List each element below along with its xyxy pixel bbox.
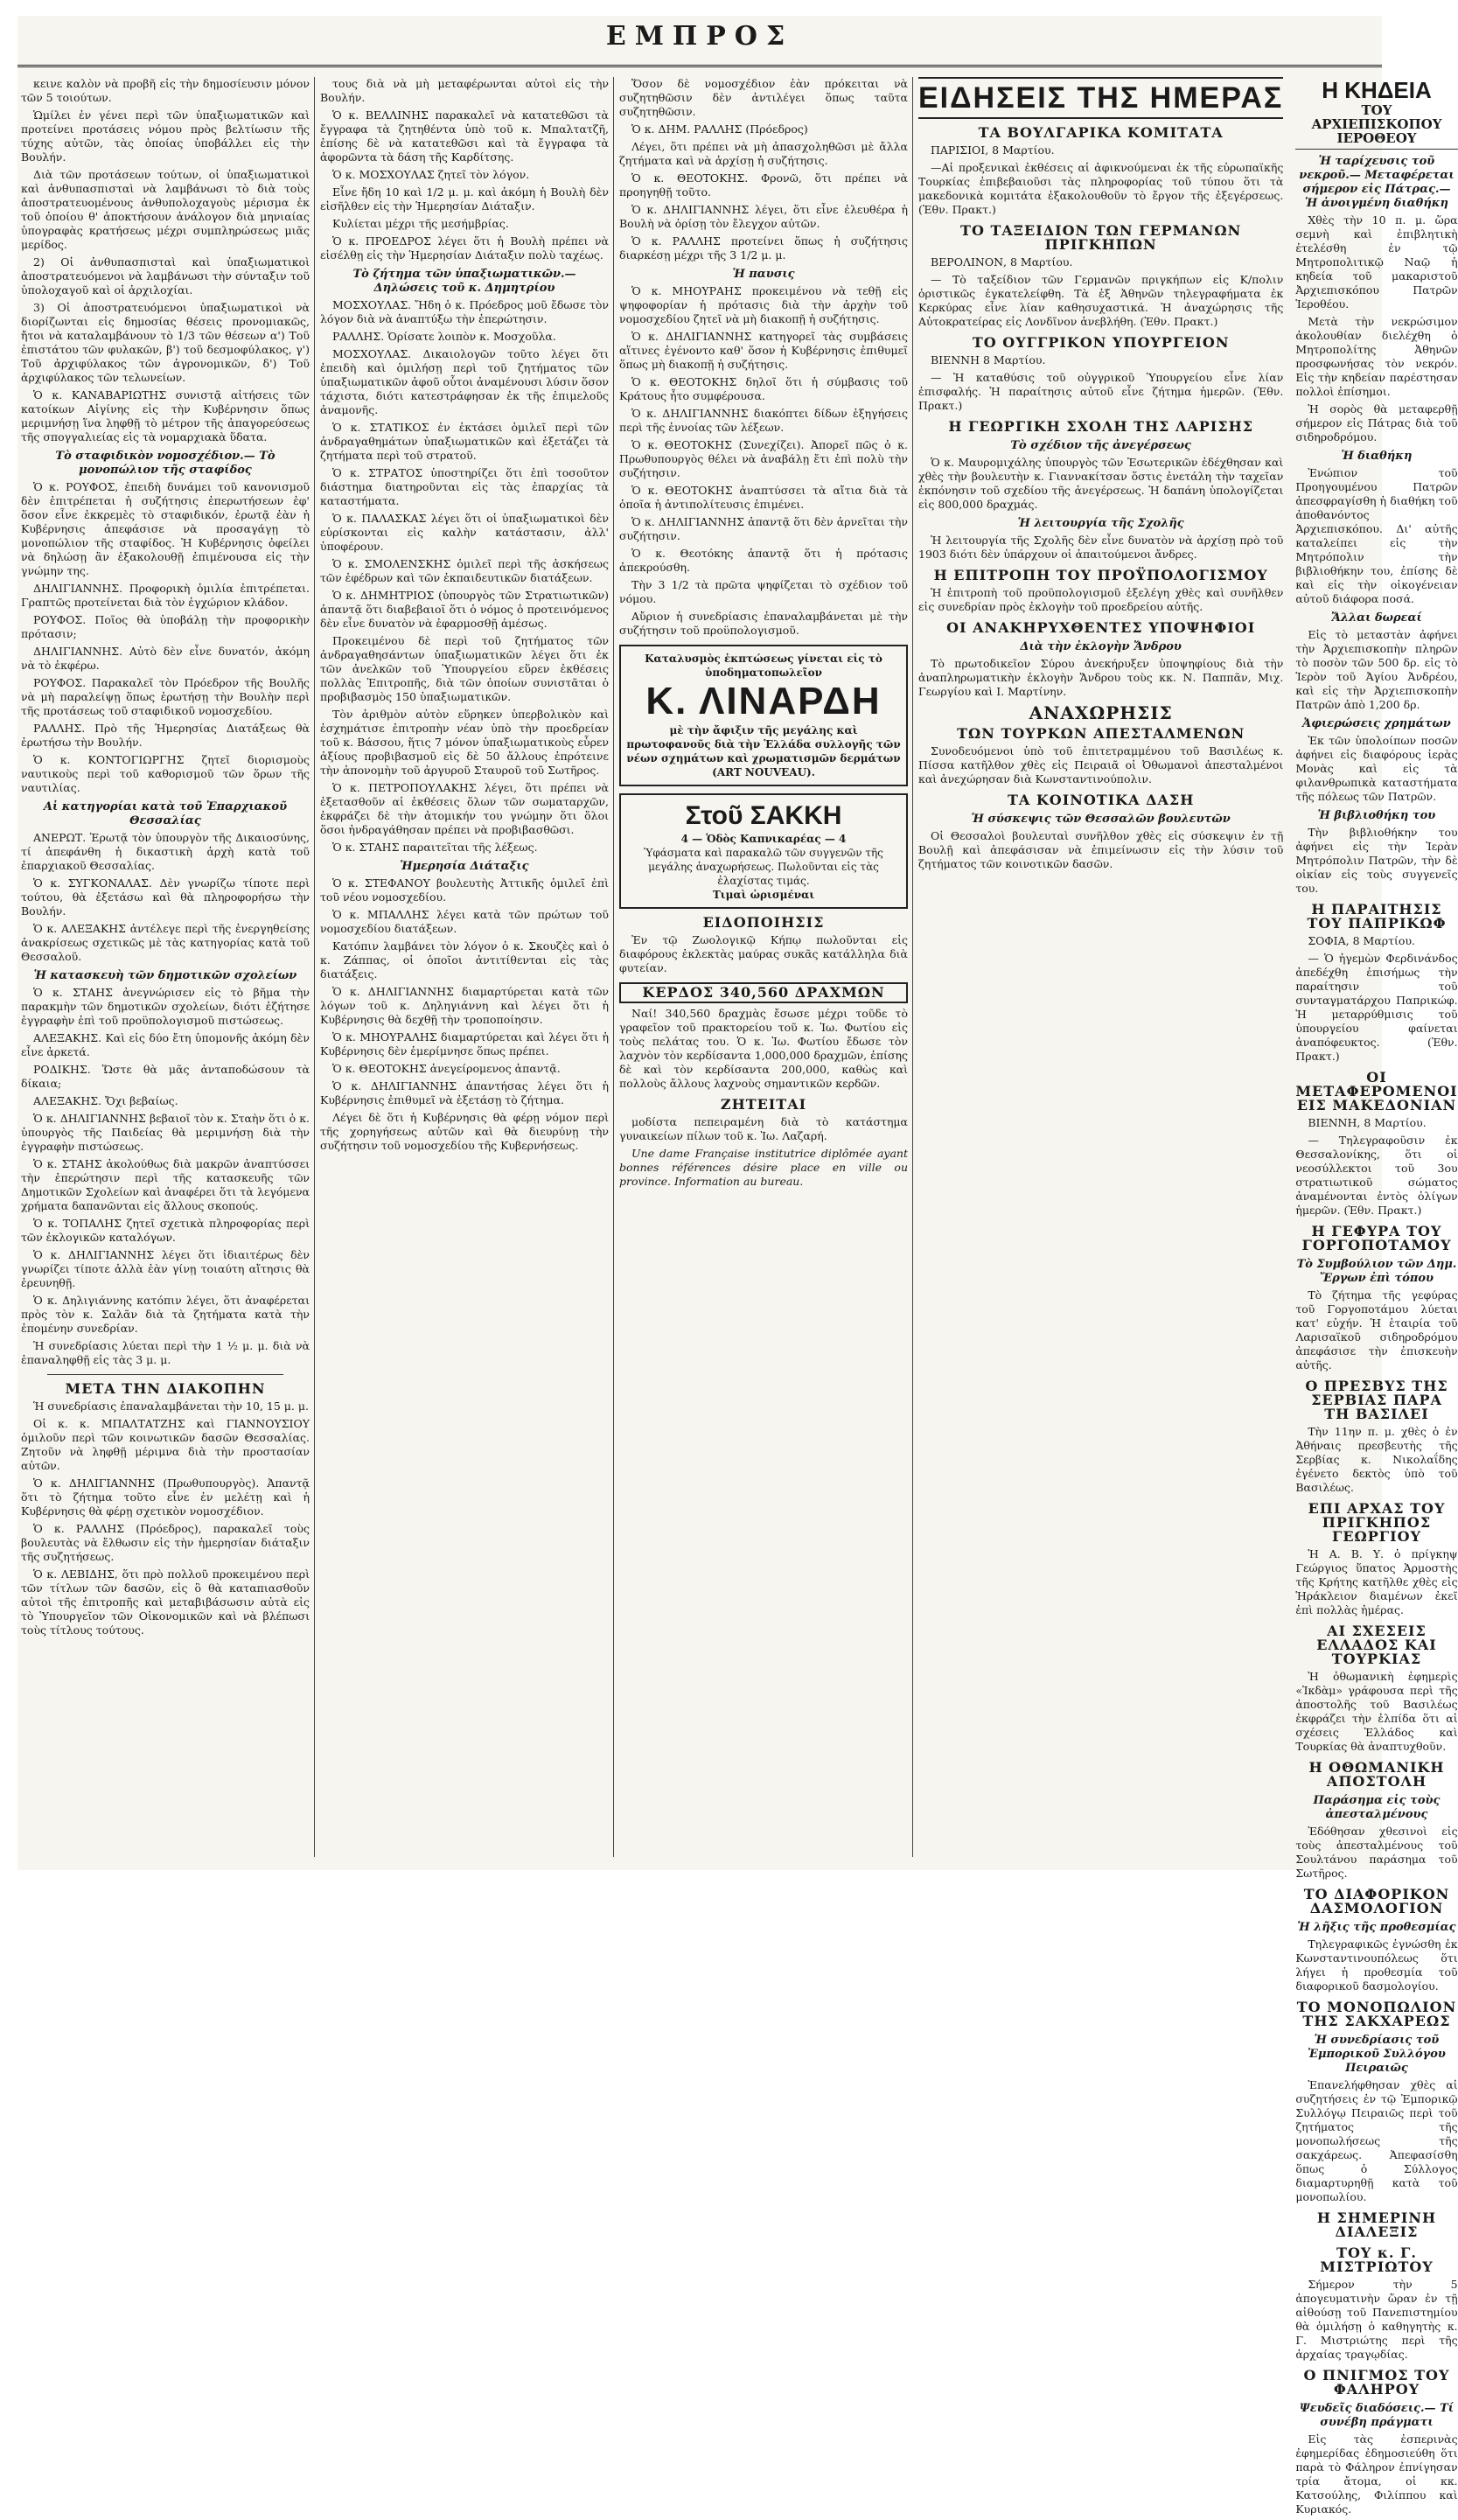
paragraph: Ὁ κ. ΣΤΑΤΙΚΟΣ ἐν ἐκτάσει ὁμιλεῖ περὶ τῶν ἀνδραγαθημάτων ὑπαξιωματικῶν καὶ ἐξετάζει τὰ ζητήματα περὶ τοῦ στρατοῦ. <box>320 421 609 462</box>
paragraph: Ὁ κ. Μαυρομιχάλης ὑπουργὸς τῶν Ἐσωτερικῶν ἐδέχθησαν καὶ χθὲς τὴν βουλευτὴν κ. Γιαννακίτσαν ὅστις ἐνετάλη τὴν ταχεῖαν ἐκπόνησιν τοῦ σχεδίου τῆς ἀνεγέρσεως. Ἡ δαπάνη ὑπολογίζεται εἰς 800,000 δραχμάς. <box>918 456 1284 511</box>
paragraph: Ἡ συνεδρίασις λύεται περὶ τὴν 1 ½ μ. μ. διὰ νὰ ἐπαναληφθῇ εἰς τὰς 3 μ. μ. <box>21 1339 310 1366</box>
paragraph: Ὁ κ. ΔΗΛΙΓΙΑΝΝΗΣ διακόπτει δίδων ἐξηγήσεις περὶ τῆς ἐννοίας τῶν λέξεων. <box>619 407 908 434</box>
dateline: ΒΕΡΟΛΙΝΟΝ, 8 Μαρτίου. <box>931 255 1073 269</box>
paragraph: κεινε καλὸν νὰ προβῆ εἰς τὴν δημοσίευσιν μόνον τῶν 5 τοιούτων. <box>21 77 310 104</box>
section-heading: ΤΟ ΔΙΑΦΟΡΙΚΟΝ ΔΑΣΜΟΛΟΓΙΟΝ <box>1303 1886 1450 1916</box>
wanted-heading: ΖΗΤΕΙΤΑΙ <box>720 1096 807 1113</box>
paragraph: Αὔριον ἡ συνεδρίασις ἐπαναλαμβάνεται μὲ τὴν συζήτησιν τοῦ προϋπολογισμοῦ. <box>619 610 908 637</box>
paragraph: Κατόπιν λαμβάνει τὸν λόγον ὁ κ. Σκουζὲς καὶ ὁ κ. Ζάππας, οἱ ὁποῖοι ἀντιτίθενται εἰς τὰς διατάξεις. <box>320 939 609 981</box>
news-left <box>918 77 1283 2520</box>
section-heading: Τὸ σταφιδικὸν νομοσχέδιον.— Τὸ μονοπώλιον τῆς σταφίδος <box>55 450 276 477</box>
dateline: ΣΟΦΙΑ, 8 Μαρτίου. <box>1308 934 1416 947</box>
sub-heading: Τὸ Συμβούλιον τῶν Δημ. Ἔργων ἐπὶ τόπου <box>1296 1258 1457 1285</box>
paragraph: Κυλίεται μέχρι τῆς μεσήμβρίας. <box>332 217 509 230</box>
paragraph: τους διὰ νὰ μὴ μεταφέρωνται αὐτοὶ εἰς τὴν Βουλήν. <box>320 77 609 104</box>
paragraph: Ὁ κ. ΜΠΑΛΛΗΣ λέγει κατὰ τῶν πρώτων τοῦ νομοσχεδίου διατάξεων. <box>320 908 609 935</box>
section-heading: Τὸ ζήτημα τῶν ὑπαξιωματικῶν.— Δηλώσεις τοῦ κ. Δημητρίου <box>352 268 576 295</box>
paragraph: Ὁ κ. ΣΤΑΗΣ ἀκολούθως διὰ μακρῶν ἀναπτύσσει τὴν ἐπερώτησιν περὶ τῆς κατασκευῆς τῶν Δημοτικῶν Σχολείων καὶ ἀναφέρει ὅτι τὰ λεγόμενα χρήματα δαπανῶνται εἰς ἄλλους σκοπούς. <box>21 1157 310 1212</box>
paragraph: Ὁ κ. ΚΟΝΤΟΓΙΩΡΓΗΣ ζητεῖ διορισμοὺς ναυτικοὺς περὶ τοῦ καθορισμοῦ τῶν ὅρων τῆς ναυτιλίας. <box>21 753 310 794</box>
paragraph: Ἡ λειτουργία τῆς Σχολῆς δὲν εἶνε δυνατὸν νὰ ἀρχίσῃ πρὸ τοῦ 1903 διότι δὲν ὑπάρχουν οἱ ἀπαιτούμενοι ἄνδρες. <box>918 534 1284 561</box>
column-1 <box>21 77 310 1857</box>
sub-heading: Ἡ σύσκεψις τῶν Θεσσαλῶν βουλευτῶν <box>971 813 1231 826</box>
section-heading: Ἡμερησία Διάταξις <box>400 860 529 873</box>
sub-heading: Ἡ βιβλιοθήκη του <box>1317 809 1436 822</box>
paragraph: —Αἱ προξενικαὶ ἐκθέσεις αἱ ἀφικνούμεναι ἐκ τῆς εὐρωπαϊκῆς Τουρκίας ἐπιβεβαιοῦσι τὰς πληροφορίας τοῦ τύπου ὅτι τὰ μακεδονικὰ κομιτάτα ἐξακολουθοῦν τὸ ἔργον τῆς ἐξεγέρσεως. (Ἐθν. Πρακτ.) <box>918 161 1284 216</box>
paragraph: Ὁ κ. ΠΑΛΑΣΚΑΣ λέγει ὅτι οἱ ὑπαξιωματικοὶ δὲν εὑρίσκονται εἰς καλὴν κατάστασιν, ἀλλ' ὑποφέρουν. <box>320 512 609 553</box>
paragraph: ΑΛΕΞΑΚΗΣ. Καὶ εἰς δύο ἔτη ὑπομονῆς ἀκόμη δὲν εἶνε ἀρκετά. <box>21 1031 310 1058</box>
paragraph: ΡΟΔΙΚΗΣ. Ὥστε θὰ μᾶς ἀνταποδώσουν τὰ δίκαια; <box>21 1063 310 1090</box>
paragraph: Τὴν 11ην π. μ. χθὲς ὁ ἐν Ἀθήναις πρεσβευτὴς τῆς Σερβίας κ. Νικολαΐδης ἐγένετο δεκτὸς ὑπὸ τοῦ Βασιλέως. <box>1295 1425 1458 1494</box>
paragraph: Ὁ κ. ΣΤΡΑΤΟΣ ὑποστηρίζει ὅτι ἐπὶ τοσοῦτον διάστημα διατηροῦνται εἰς τὰς ἐπαρχίας τὰ καταστήματα. <box>320 466 609 507</box>
paragraph: Ὁ κ. ΔΗΛΙΓΙΑΝΝΗΣ ἀπαντήσας λέγει ὅτι ἡ Κυβέρνησις ἐπιθυμεῖ νὰ ἐξετάσῃ τὸ ζήτημα. <box>320 1079 609 1106</box>
paragraph: Ὁ κ. Θεοτόκης ἀπαντᾷ ὅτι ἡ πρότασις ἀπεκρούσθη. <box>619 547 908 574</box>
paragraph: Διὰ τῶν προτάσεων τούτων, οἱ ὑπαξιωματικοὶ καὶ ἀνθυπασπισταὶ νὰ λαμβάνωσι τὸ διὰ τοὺς ἀποστρατευομένους ἀνθυπολοχαγοὺς μέρισμα ἐκ τοῦ ὁποίου θ' ἀποκτήσουν ἀνάλογον διὰ μηνιαίας ὑπογραφὰς κρατήσεως μέχρι συμπληρώσεως μιᾶς μερίδος. <box>21 168 310 251</box>
section-heading: Η ΕΠΙΤΡΟΠΗ ΤΟΥ ΠΡΟΫΠΟΛΟΓΙΣΜΟΥ <box>933 567 1268 583</box>
paragraph: Ὁ κ. ΘΕΟΤΟΚΗΣ δηλοῖ ὅτι ἡ σύμβασις τοῦ Κράτους ἦτο συμφέρουσα. <box>619 375 908 402</box>
paragraph: Ὁ κ. ΜΗΟΥΡΑΛΗΣ διαμαρτύρεται καὶ λέγει ὅτι ἡ Κυβέρνησις δὲν ἐμερίμνησε ὅπως πρέπει. <box>320 1030 609 1058</box>
newspaper-page <box>17 16 1458 2516</box>
paragraph: Ἡ σορὸς θὰ μεταφερθῇ σήμερον εἰς Πάτρας διὰ τοῦ σιδηροδρόμου. <box>1295 402 1458 443</box>
paragraph: Μετὰ τὴν νεκρώσιμον ἀκολουθίαν διελέχθη ὁ Μητροπολίτης Ἀθηνῶν προσφωνήσας τὸν νεκρόν. Εἰς τὴν κηδείαν παρέστησαν πολλοὶ ἐπίσημοι. <box>1295 315 1458 398</box>
paragraph: Ἡ συνεδρίασις ἐπαναλαμβάνεται τὴν 10, 15 μ. μ. <box>33 1400 309 1413</box>
section-heading: ΟΙ ΜΕΤΑΦΕΡΟΜΕΝΟΙ ΕΙΣ ΜΑΚΕΔΟΝΙΑΝ <box>1295 1069 1458 1113</box>
dateline: ΒΙΕΝΝΗ, 8 Μαρτίου. <box>1308 1116 1427 1129</box>
masthead <box>17 16 1382 67</box>
paragraph: Ἐνώπιον τοῦ Προηγουμένου Πατρῶν ἀπεσφραγίσθη ἡ διαθήκη τοῦ ἀποθανόντος Ἀρχιεπισκόπου. Δι' αὐτῆς καταλείπει εἰς τὴν Μητρόπολιν τὴν βιβλιοθήκην του, ἐπίσης δὲ καὶ εἰς τὴν οἰκογένειαν αὐτοῦ διάφορα ποσά. <box>1295 466 1458 605</box>
paragraph: Τηλεγραφικῶς ἐγνώσθη ἐκ Κωνσταντινουπόλεως ὅτι λήγει ἡ προθεσμία τοῦ διαφορικοῦ δασμολογίου. <box>1295 1937 1458 1993</box>
advertisement-linardi <box>619 645 908 786</box>
section-heading: Η ΠΑΡΑΙΤΗΣΙΣ ΤΟΥ ΠΑΠΡΙΚΩΦ <box>1307 901 1447 932</box>
section-heading: Η ΓΕΦΥΡΑ ΤΟΥ ΓΟΡΓΟΠΟΤΑΜΟΥ <box>1301 1223 1452 1253</box>
news-right <box>1295 77 1457 2520</box>
sub-heading: Ἡ διαθήκη <box>1341 450 1413 463</box>
paragraph: Εἰς τὸ μεταστὰν ἀφήνει τὴν Ἀρχιεπισκοπὴν πληρῶν τὸ ποσὸν τῶν 500 δρ. εἰς τὸ Ἱερὸν τοῦ Ἀγίου Ἀνδρέου, καὶ εἰς τὴν Ἀρχιεπισκοπὴν Πατρῶν ἀπὸ 1,200 δρ. <box>1295 628 1458 711</box>
paragraph: Ὁ κ. ΘΕΟΤΟΚΗΣ (Συνεχίζει). Ἀπορεῖ πῶς ὁ κ. Πρωθυπουργὸς θέλει νὰ ἀναβάλῃ ἔτι ἐπὶ πολὺ τὴν συζήτησιν. <box>619 438 908 479</box>
paragraph: Τὴν βιβλιοθήκην του ἀφήνει εἰς τὴν Ἱερὰν Μητρόπολιν Πατρῶν, τὴν δὲ οἰκίαν εἰς τοὺς συγγενεῖς του. <box>1295 826 1458 895</box>
paragraph: — Τηλεγραφοῦσιν ἐκ Θεσσαλονίκης, ὅτι οἱ νεοσύλλεκτοι τοῦ 3ου στρατιωτικοῦ σώματος ἀναμένονται ἐντὸς ὀλίγων ἡμερῶν. (Ἐθν. Πρακτ.) <box>1295 1134 1458 1217</box>
paragraph: Τὸ πρωτοδικεῖον Σύρου ἀνεκήρυξεν ὑποψηφίους διὰ τὴν ἀναπληρωματικὴν ἐκλογὴν Ἄνδρου τοὺς κκ. Ν. Παππᾶν, Μιχ. Γεωργίου καὶ Ι. Μαρτίνην. <box>918 657 1284 698</box>
ad-address: 4 — Ὁδὸς Καπνικαρέας — 4 <box>680 833 847 845</box>
paragraph: ΑΛΕΞΑΚΗΣ. Ὄχι βεβαίως. <box>33 1094 178 1107</box>
column-4 <box>918 77 1458 2516</box>
paragraph: Εἰς τὰς ἐσπερινὰς ἐφημερίδας ἐδημοσιεύθη ὅτι παρὰ τὸ Φάληρον ἐπνίγησαν τρία ἄτομα, οἱ κκ. Κατσούλης, Φιλίππου καὶ Κυριακός. <box>1295 2433 1458 2516</box>
paragraph: Λέγει, ὅτι πρέπει νὰ μὴ ἀπασχοληθῶσι μὲ ἄλλα ζητήματα καὶ νὰ ἀρχίσῃ ἡ συζήτησις. <box>619 140 908 167</box>
paragraph: Εἶνε ἤδη 10 καὶ 1/2 μ. μ. καὶ ἀκόμη ἡ Βουλὴ δὲν εἰσῆλθεν εἰς τὴν Ἡμερησίαν Διάταξιν. <box>320 185 609 213</box>
ad-tagline: Καταλυσμὸς ἐκπτώσεως γίνεται εἰς τὸ ὑποδηματοπωλεῖον <box>645 653 882 679</box>
ad-brand: Κ. ΛΙΝΑΡΔΗ <box>645 680 882 722</box>
paragraph: Λέγει δὲ ὅτι ἡ Κυβέρνησις θὰ φέρῃ νόμον περὶ τῆς χορηγήσεως αὐτῶν καὶ θὰ διευρύνῃ τὴν συζήτησιν τοῦ νομοσχεδίου τῆς Κυβερνήσεως. <box>320 1111 609 1152</box>
section-heading: Ἡ κατασκευὴ τῶν δημοτικῶν σχολείων <box>33 969 297 982</box>
paragraph: — Τὸ ταξείδιον τῶν Γερμανῶν πριγκήπων εἰς Κ/πολιν ὁριστικῶς ἐγκατελείφθη. Τὰ ἐξ Ἀθηνῶν τηλεγραφήματα ἐκ Κερκύρας εἶνε λίαν καθησυχαστικά. Ἡ ἀναχώρησις τῆς Αὐτοκρατείρας εἰς Λονδῖνον ἀνεβλήθη. (Ἐθν. Πρακτ.) <box>918 273 1284 328</box>
paragraph: Χθὲς τὴν 10 π. μ. ὥρα σεμνὴ καὶ ἐπιβλητικὴ ἐτελέσθη ἐν τῷ Μητροπολιτικῷ Ναῷ ἡ κηδεία τοῦ μακαριστοῦ Ἀρχιεπισκόπου Πατρῶν Ἱεροθέου. <box>1295 213 1458 311</box>
section-heading: ΤΑ ΒΟΥΛΓΑΡΙΚΑ ΚΟΜΙΤΑΤΑ <box>978 124 1224 141</box>
paragraph: Τὸ ζήτημα τῆς γεφύρας τοῦ Γοργοποτάμου λύεται κατ' εὐχήν. Ἡ ἑταιρία τοῦ Λαρισαϊκοῦ σιδηροδρόμου ἀπεφάσισε τὴν ἐπισκευὴν αὐτῆς. <box>1295 1288 1458 1372</box>
newspaper-name: ΕΜΠΡΟΣ <box>605 21 794 52</box>
paragraph: Ἐκ τῶν ὑπολοίπων ποσῶν ἀφήνει εἰς διαφόρους ἱερὰς Μονὰς καὶ εἰς τὰ φιλανθρωπικὰ καταστήματα τῆς πόλεως τῶν Πατρῶν. <box>1295 734 1458 803</box>
page-section-banner: ΕΙΔΗΣΕΙΣ ΤΗΣ ΗΜΕΡΑΣ <box>918 77 1283 119</box>
paragraph: Σήμερον τὴν 5 ἀπογευματινὴν ὥραν ἐν τῇ αἰθούσῃ τοῦ Πανεπιστημίου θὰ ὁμιλήσῃ ὁ καθηγητὴς κ. Γ. Μιστριώτης περὶ τῆς ἀρχαίας τραγῳδίας. <box>1295 2278 1458 2361</box>
paragraph: Ὁ κ. ΣΤΕΦΑΝΟΥ βουλευτὴς Ἀττικῆς ὁμιλεῖ ἐπὶ τοῦ νέου νομοσχεδίου. <box>320 876 609 904</box>
paragraph: Ὁ κ. ΣΥΓΚΟΝΑΛΑΣ. Δὲν γνωρίζω τίποτε περὶ τούτου, θὰ ἐξετάσω καὶ θὰ πληροφορήσω τὴν Βουλήν. <box>21 876 310 918</box>
paragraph: Ὁ κ. ΔΗΜ. ΡΑΛΛΗΣ (Πρόεδρος) <box>631 122 808 136</box>
ad-brand: Στοῦ ΣΑΚΚΗ <box>685 801 842 830</box>
funeral-heading: Η ΚΗΔΕΙΑ <box>1322 77 1432 103</box>
notice-heading: ΕΙΔΟΠΟΙΗΣΙΣ <box>702 914 825 931</box>
advertisement-sakki <box>619 793 908 909</box>
paragraph: Ὁ κ. ΔΗΛΙΓΙΑΝΝΗΣ ἀπαντᾷ ὅτι δὲν ἀρνεῖται τὴν συζήτησιν. <box>619 515 908 542</box>
paragraph: — Ἡ καταθύσις τοῦ οὐγγρικοῦ Ὑπουργείου εἶνε λίαν ἐπισφαλής. Ἡ παραίτησις αὐτοῦ εἶνε ζήτημα ἡμερῶν. (Ἐθν. Πρακτ.) <box>918 371 1284 412</box>
section-heading: Αἱ κατηγορίαι κατὰ τοῦ Ἐπαρχιακοῦ Θεσσαλίας <box>43 800 288 827</box>
dateline: ΒΙΕΝΝΗ 8 Μαρτίου. <box>931 353 1046 366</box>
column-divider <box>314 77 315 1857</box>
dateline: ΠΑΡΙΣΙΟΙ, 8 Μαρτίου. <box>931 143 1055 157</box>
paragraph: Ὁ κ. ΣΤΑΗΣ παραιτεῖται τῆς λέξεως. <box>332 841 538 854</box>
sub-heading: Παράσημα εἰς τοὺς ἀπεσταλμένους <box>1313 1794 1441 1821</box>
paragraph: Ὁ κ. ΜΟΣΧΟΥΛΑΣ ζητεῖ τὸν λόγον. <box>332 168 530 181</box>
sub-heading: Ψευδεῖς διαδόσεις.— Τί συνέβη πράγματι <box>1299 2402 1455 2429</box>
paragraph: Ὁ κ. ΘΕΟΤΟΚΗΣ. Φρονῶ, ὅτι πρέπει νὰ προηγηθῇ τοῦτο. <box>619 171 908 199</box>
paragraph: Ὁ κ. ΔΗΛΙΓΙΑΝΝΗΣ λέγει ὅτι ἰδιαιτέρως δὲν γνωρίζει τίποτε ἀλλὰ ἐὰν γίνῃ τοιαύτη αἴτησις θὰ ἐρευνηθῇ. <box>21 1248 310 1289</box>
paragraph: Ὁ κ. ΔΗΛΙΓΙΑΝΝΗΣ (Πρωθυπουργὸς). Ἀπαντᾷ ὅτι τὸ ζήτημα τοῦτο εἶνε ἐν μελέτῃ καὶ ἡ Κυβέρνησις θὰ φέρῃ σχετικὸν νομοσχέδιον. <box>21 1476 310 1518</box>
paragraph: Ὁ κ. ΡΑΛΛΗΣ (Πρόεδρος), παρακαλεῖ τοὺς βουλευτὰς νὰ ἔλθωσιν εἰς τὴν ἡμερησίαν διάταξιν τῆς συζητήσεως. <box>21 1522 310 1563</box>
section-heading: ΟΙ ΑΝΑΚΗΡΥΧΘΕΝΤΕΣ ΥΠΟΨΗΦΙΟΙ <box>946 619 1256 636</box>
paragraph: Ἡ Α. Β. Υ. ὁ πρίγκηψ Γεώργιος ὕπατος Ἁρμοστὴς τῆς Κρήτης κατῆλθε χθὲς εἰς Ἡράκλειον διαμένων ἐκεῖ ἐπὶ πολλὰς ἡμέρας. <box>1295 1547 1458 1616</box>
section-heading: Ο ΠΝΙΓΜΟΣ ΤΟΥ ΦΑΛΗΡΟΥ <box>1303 2367 1450 2398</box>
section-heading: ΤΟΥ κ. Γ. ΜΙΣΤΡΙΩΤΟΥ <box>1320 2244 1434 2275</box>
column-2 <box>320 77 609 1857</box>
section-heading: Η ΣΗΜΕΡΙΝΗ ΔΙΑΛΕΞΙΣ <box>1316 2209 1437 2240</box>
paragraph: Ὁ κ. ΣΤΑΗΣ ἀνεγνώρισεν εἰς τὸ βῆμα τὴν παρακμὴν τῶν δημοτικῶν σχολείων, διότι ἐζήτησε ἐγγραφὴν ἐπὶ τοῦ προϋπολογισμοῦ πιστώσεως. <box>21 986 310 1027</box>
paragraph: Ἐπανελήφθησαν χθὲς αἱ συζητήσεις ἐν τῷ Ἐμπορικῷ Συλλόγῳ Πειραιῶς περὶ τοῦ ζητήματος τῆς μονοπωλήσεως τῆς σακχάρεως. Ἀπεφασίσθη ὅπως ὁ Σύλλογος διαμαρτυρηθῇ κατὰ τοῦ μονοπωλίου. <box>1295 2078 1458 2203</box>
paragraph: Προκειμένου δὲ περὶ τοῦ ζητήματος τῶν ἀνδραγαθησάντων ὑπαξιωματικῶν λέγει ὅτι ἐκ τῶν ἀνελκῶν τοῦ Ὑπουργείου εὕρεν ἐκθέσεις πολλὰς Ἐπιτροπῆς, διὰ τῶν ὁποίων συνιστᾶται ὁ προβιβασμὸς 150 ὑπαξιωματικῶν. <box>320 634 609 703</box>
paragraph: ΔΗΛΙΓΙΑΝΝΗΣ. Αὐτὸ δὲν εἶνε δυνατόν, ἀκόμη νὰ τὸ ἐκφέρω. <box>21 645 310 672</box>
paragraph: ΡΟΥΦΟΣ. Ποῖος θὰ ὑποβάλῃ τὴν προφορικὴν πρότασιν; <box>21 613 310 640</box>
section-heading: Ο ΠΡΕΣΒΥΣ ΤΗΣ ΣΕΡΒΙΑΣ ΠΑΡΑ ΤΗ ΒΑΣΙΛΕΙ <box>1305 1378 1448 1422</box>
paragraph: Ὁ κ. ΒΕΛΛΙΝΗΣ παρακαλεῖ νὰ κατατεθῶσι τὰ ἔγγραφα τὰ ζητηθέντα ὑπὸ τοῦ κ. Μπαλτατζῆ, ἐπίσης δὲ νὰ κατατεθῶσι καὶ τὰ ἔγγραφα τὰ ἀφορῶντα τὰ δάση τῆς Καρδίτσης. <box>320 108 609 164</box>
column-3 <box>619 77 908 1857</box>
column-divider <box>613 77 614 1857</box>
paragraph: ΡΑΛΛΗΣ. Ὁρίσατε λοιπὸν κ. Μοσχοῦλα. <box>332 330 556 343</box>
paragraph: Ἐν τῷ Ζωολογικῷ Κήπῳ πωλοῦνται εἰς διαφόρους ἐκλεκτὰς μαύρας συκᾶς κατάλληλα διὰ φυτείαν. <box>619 933 908 974</box>
paragraph: ΑΝΕΡΩΤ. Ἐρωτᾷ τὸν ὑπουργὸν τῆς Δικαιοσύνης, τί ἀπεφάνθη ἡ δικαστικὴ ἀρχὴ κατὰ τοῦ ἐπαρχιακοῦ Θεσσαλίας. <box>21 831 310 872</box>
paragraph: ΜΟΣΧΟΥΛΑΣ. Ἤδη ὁ κ. Πρόεδρος μοῦ ἔδωσε τὸν λόγον διὰ νὰ ἀναπτύξω τὴν ἐπερώτησιν. <box>320 298 609 325</box>
sub-heading: Ἀφιερώσεις χρημάτων <box>1302 717 1451 730</box>
paragraph: Ὁ κ. ΚΑΝΑΒΑΡΙΩΤΗΣ συνιστᾷ αἰτήσεις τῶν κατοίκων Αἰγίνης εἰς τὴν Κυβέρνησιν ὅπως μεριμνήσῃ ἵνα ληφθῇ τὸ μέτρον τῆς ἀπαγορεύσεως τῆς σπογγαλιείας εἰς τὰ νομαρχιακὰ ὕδατα. <box>21 388 310 443</box>
sub-heading: Διὰ τὴν ἐκλογὴν Ἄνδρου <box>1020 640 1182 653</box>
paragraph: Τὴν 3 1/2 τὰ πρῶτα ψηφίζεται τὸ σχέδιον τοῦ νόμου. <box>619 578 908 605</box>
kerdos-heading: ΚΕΡΔΟΣ 340,560 ΔΡΑΧΜΩΝ <box>619 982 908 1003</box>
paragraph: ΡΟΥΦΟΣ. Παρακαλεῖ τὸν Πρόεδρον τῆς Βουλῆς νὰ μὴ παραλείψῃ ὅπως ἐρωτήσῃ τὴν Βουλὴν περὶ τῆς προτάσεως τοῦ σταφιδικοῦ νομοσχεδίου. <box>21 676 310 717</box>
paragraph: Ὁ κ. ΘΕΟΤΟΚΗΣ ἀναπτύσσει τὰ αἴτια διὰ τὰ ὁποῖα ἡ ἀντιπολίτευσις ἐπιμένει. <box>619 484 908 511</box>
section-heading: Ἡ παυσις <box>732 268 795 281</box>
divider <box>47 1374 283 1375</box>
paragraph: Ὁ κ. ΑΛΕΞΑΚΗΣ ἀντέλεγε περὶ τῆς ἐνεργηθείσης ἀνακρίσεως σχετικῶς μὲ τὰς κατηγορίας κατὰ τοῦ Θεσσαλοῦ. <box>21 922 310 963</box>
paragraph: Ἐδόθησαν χθεσινοὶ εἰς τοὺς ἀπεσταλμένους τοῦ Σουλτάνου παράσημα τοῦ Σωτῆρος. <box>1295 1825 1458 1880</box>
section-heading: Η ΓΕΩΡΓΙΚΗ ΣΧΟΛΗ ΤΗΣ ΛΑΡΙΣΗΣ <box>948 418 1254 435</box>
paragraph: ΡΑΛΛΗΣ. Πρὸ τῆς Ἡμερησίας Διατάξεως θὰ ἐρωτήσω τὴν Βουλήν. <box>21 722 310 749</box>
section-heading: ΤΟ ΜΟΝΟΠΩΛΙΟΝ ΤΗΣ ΣΑΚΧΑΡΕΩΣ <box>1296 1999 1457 2029</box>
sub-heading: Τὸ σχέδιον τῆς ἀνεγέρσεως <box>1010 439 1191 452</box>
section-heading: ΤΑ ΚΟΙΝΟΤΙΚΑ ΔΑΣΗ <box>1008 792 1195 808</box>
funeral-subheading: ΤΟΥ ΑΡΧΙΕΠΙΣΚΟΠΟΥ ΙΕΡΟΘΕΟΥ <box>1295 103 1457 150</box>
sub-heading: Ἄλλαι δωρεαί <box>1331 611 1422 625</box>
section-heading: Η ΟΘΩΜΑΝΙΚΗ ΑΠΟΣΤΟΛΗ <box>1308 1759 1445 1790</box>
paragraph: Ὁ κ. ΔΗΛΙΓΙΑΝΝΗΣ βεβαιοῖ τὸν κ. Σταὴν ὅτι ὁ κ. ὑπουργὸς τῆς Παιδείας θὰ μεριμνήσῃ διὰ τὴν ἐγγραφὴν πιστώσεως. <box>21 1112 310 1153</box>
paragraph: Ὁ κ. ΡΑΛΛΗΣ προτείνει ὅπως ἡ συζήτησις διαρκέσῃ μέχρι τῆς 3 1/2 μ. μ. <box>619 234 908 262</box>
paragraph: Ὁ κ. ΜΗΟΥΡΑΗΣ προκειμένου νὰ τεθῇ εἰς ψηφοφορίαν ἡ πρότασις διὰ τὴν ἀρχὴν τοῦ νομοσχεδίου ζητεῖ νὰ μὴ διακοπῇ ἡ συζήτησις. <box>619 284 908 325</box>
paragraph: Ναί! 340,560 δραχμὰς ἔσωσε μέχρι τοῦδε τὸ γραφεῖον τοῦ πρακτορείου τοῦ κ. Ἰω. Φωτίου εἰς τοὺς πελάτας του. Ὁ κ. Ἰω. Φωτίου ἔδωσε τὸν λαχνὸν τὸν κερδίσαντα 1,000,000 δραχμῶν, ἐπίσης δὲ καὶ τὸν κερδίσαντα 200,000, καθὼς καὶ πολλοὺς ἄλλους λαχνοὺς σημαντικῶν κερδῶν. <box>619 1007 908 1090</box>
section-heading: ΑΝΑΧΩΡΗΣΙΣ <box>1029 702 1173 723</box>
paragraph: Ὁ κ. ΔΗΛΙΓΙΑΝΝΗΣ λέγει, ὅτι εἶνε ἐλευθέρα ἡ Βουλὴ νὰ ὁρίσῃ τὸν ἔλεγχον αὐτῶν. <box>619 203 908 230</box>
paragraph: Ὁ κ. Δηλιγιάννης κατόπιν λέγει, ὅτι ἀναφέρεται πρὸς τὸν κ. Σαλᾶν διὰ τὰ ζητήματα κατὰ τὴν ἐπομένην συνεδρίαν. <box>21 1294 310 1335</box>
paragraph: — Ὁ ἡγεμὼν Φερδινάνδος ἀπεδέχθη ἐπισήμως τὴν παραίτησιν τοῦ συνταγματάρχου Παπρικώφ. Ἡ μεταρρύθμισις τοῦ ὑπουργείου φαίνεται ἀναπόφευκτος. (Ἐθν. Πρακτ.) <box>1295 952 1458 1063</box>
paragraph: Συνοδευόμενοι ὑπὸ τοῦ ἐπιτετραμμένου τοῦ Βασιλέως κ. Πίσσα κατῆλθον χθὲς εἰς Πειραιᾶ οἱ Ὀθωμανοὶ ἀπεσταλμένοι καὶ ἀνεχώρησαν διὰ Κωνσταντινούπολιν. <box>918 744 1284 785</box>
paragraph: Τὸν ἀριθμὸν αὐτὸν εὕρηκεν ὑπερβολικὸν καὶ ἐσχημάτισε ἐπιτροπὴν νέαν ὑπὸ τὴν προεδρείαν τοῦ κ. Βάσσου, ἥτις 7 μόνον ὑπαξιωματικοὺς εὗρεν ἀξίους προβιβασμοῦ εἰς δὲ 50 ἄλλους ἐπρότεινε τὴν ἀπονομὴν τοῦ ἀργυροῦ Σταυροῦ τοῦ Σωτῆρος. <box>320 708 609 777</box>
paragraph: Οἱ κ. κ. ΜΠΑΛΤΑΤΖΗΣ καὶ ΓΙΑΝΝΟΥΣΙΟΥ ὁμιλοῦν περὶ τῶν κοινωτικῶν δασῶν Θεσσαλίας. Ζητοῦν νὰ ληφθῇ μέριμνα διὰ τὴν προστασίαν αὐτῶν. <box>21 1417 310 1472</box>
paragraph: μοδίστα πεπειραμένη διὰ τὸ κατάστημα γυναικείων πίλων τοῦ κ. Ἰω. Λαζαρή. <box>619 1115 908 1142</box>
sub-heading: Ἡ λειτουργία τῆς Σχολῆς <box>1017 517 1184 530</box>
sub-heading: Ἡ συνεδρίασις τοῦ Ἐμπορικοῦ Συλλόγου Πειραιῶς <box>1308 2034 1446 2075</box>
paragraph: 2) Οἱ ἀνθυπασπισταὶ καὶ ὑπαξιωματικοὶ ἀποστρατευόμενοι νὰ λαμβάνωσι τὴν σύνταξιν τοῦ ὑπολοχαγοῦ καὶ οἱ ἀρχιλοχίαι. <box>21 255 310 297</box>
paragraph: Ὡμίλει ἐν γένει περὶ τῶν ὑπαξιωματικῶν καὶ προτείνει προτάσεις νόμου πρὸς βελτίωσιν τῆς τύχης αὐτῶν, τὰς ὁποίας ὑποβάλλει εἰς τὴν Βουλήν. <box>21 108 310 164</box>
paragraph: Ὁ κ. ΠΕΤΡΟΠΟΥΛΑΚΗΣ λέγει, ὅτι πρέπει νὰ ἐξετασθοῦν αἱ ἐκθέσεις ὅλων τῶν σωματαρχῶν, ἐκφράζει δὲ τὴν ἀτομικήν του γνώμην ὅτι ὅλοι ὅσοι ἠνδραγάθησαν πρέπει νὰ προβιβασθῶσι. <box>320 781 609 836</box>
paragraph: Ὁ κ. ΔΗΛΙΓΙΑΝΝΗΣ διαμαρτύρεται κατὰ τῶν λόγων τοῦ κ. Δηληγιάννη καὶ λέγει ὅτι ἡ Κυβέρνησις θὰ δεχθῇ τὴν τροποποίησιν. <box>320 985 609 1026</box>
paragraph: Ὁ κ. ΠΡΟΕΔΡΟΣ λέγει ὅτι ἡ Βουλὴ πρέπει νὰ εἰσέλθῃ εἰς τὴν Ἡμερησίαν Διάταξιν πολὺ ταχέως. <box>320 234 609 262</box>
paragraph: ΜΟΣΧΟΥΛΑΣ. Δικαιολογῶν τοῦτο λέγει ὅτι ἐπειδὴ καὶ ὁμιλήσῃ περὶ τοῦ ζητήματος τῶν ὑπαξιωματικῶν ἀφοῦ οὗτοι ἀναμένουσι λύσιν ὅσον τάχιστα, διότι κατεστράφησαν ἐκ τῆς ἐπιμελοῦς ἀναμονῆς. <box>320 347 609 416</box>
section-heading: ΕΠΙ ΑΡΧΑΣ ΤΟΥ ΠΡΙΓΚΗΠΟΣ ΓΕΩΡΓΙΟΥ <box>1308 1500 1446 1545</box>
section-heading: ΤΟ ΟΥΓΓΡΙΚΟΝ ΥΠΟΥΡΓΕΙΟΝ <box>972 334 1230 351</box>
paragraph: Οἱ Θεσσαλοὶ βουλευταὶ συνῆλθον χθὲς εἰς σύσκεψιν ἐν τῇ Βουλῇ καὶ ἀπεφάσισαν νὰ ἐπιμείνωσιν εἰς τὴν λύσιν τοῦ ζητήματος τῶν κοινοτικῶν δασῶν. <box>918 829 1284 870</box>
paragraph: ΔΗΛΙΓΙΑΝΝΗΣ. Προφορικὴ ὁμιλία ἐπιτρέπεται. Γραπτῶς προτείνεται διὰ τὸν ἐγχώριον κλάδον. <box>21 582 310 609</box>
paragraph: Ὁ κ. ΡΟΥΦΟΣ, ἐπειδὴ δυνάμει τοῦ κανονισμοῦ δὲν ἐπιτρέπεται ἡ συζήτησις ἐπερωτήσεων ἐφ' ὅσον εἶνε ἐκκρεμὲς τὸ σταφιδικόν, ἐρωτᾷ ἐὰν ἡ Κυβέρνησις ἀπεφάσισε νὰ προσαγάγῃ τὸ μονοπώλιον τῆς σταφίδος. Ἡ Κυβέρνησις ὀφείλει νὰ δηλώσῃ ἂν ἐξακολουθῇ ἐπιμένουσα εἰς τὴν γνώμην της. <box>21 480 310 577</box>
paragraph: Ἡ ὀθωμανικὴ ἐφημερὶς «Ἰκδὰμ» γράφουσα περὶ τῆς ἀποστολῆς τοῦ Βασιλέως ἐκφράζει τὴν ἐλπίδα ὅτι αἱ σχέσεις Ἑλλάδος καὶ Τουρκίας θὰ ἀναπτυχθοῦν. <box>1295 1670 1458 1753</box>
paragraph: Ὁ κ. ΛΕΒΙΔΗΣ, ὅτι πρὸ πολλοῦ προκειμένου περὶ τῶν τίτλων τῶν δασῶν, εἰς ὃ θὰ καταπιασθοῦν αὐτοὶ τῆς ἐπιτροπῆς καὶ μεταβιβάσωσιν αὐτὰ εἰς τὸ Ὑπουργεῖον τῶν Οἰκονομικῶν καὶ νὰ βλέπωσι τοὺς τίτλους τούτους. <box>21 1567 310 1637</box>
paragraph: Ὁ κ. ΤΟΠΑΛΗΣ ζητεῖ σχετικὰ πληροφορίας περὶ τῶν ἐκλογικῶν καταλόγων. <box>21 1217 310 1244</box>
paragraph: Ὅσον δὲ νομοσχέδιον ἐὰν πρόκειται νὰ συζητηθῶσιν δὲν ἀντιλέγει ὅπως ταῦτα συζητηθῶσιν. <box>619 77 908 118</box>
paragraph: Ὁ κ. ΣΜΟΛΕΝΣΚΗΣ ὁμιλεῖ περὶ τῆς ἀσκήσεως τῶν ἐφέδρων καὶ τῶν ἐκπαιδευτικῶν διατάξεων. <box>320 557 609 584</box>
paragraph: Ὁ κ. ΔΗΜΗΤΡΙΟΣ (ὑπουργὸς τῶν Στρατιωτικῶν) ἀπαντᾷ ὅτι διαβεβαιοῖ ὅτι ὁ νόμος ὁ προτεινόμενος δὲν εἶνε δυνατὸν νὰ ἐφαρμοσθῇ ἀμέσως. <box>320 589 609 630</box>
sub-heading: Ἡ λῆξις τῆς προθεσμίας <box>1297 1921 1456 1934</box>
ad-body: μὲ τὴν ἄφιξιν τῆς μεγάλης καὶ πρωτοφανοῦς διὰ τὴν Ἑλλάδα συλλογῆς τῶν νέων σχημάτων καὶ χρωματισμῶν δερμάτων (ART NOUVEAU). <box>626 724 901 778</box>
paragraph: Ὁ κ. ΔΗΛΙΓΙΑΝΝΗΣ κατηγορεῖ τὰς συμβάσεις αἵτινες ἐγένοντο καθ' ὅσον ἡ Κυβέρνησις ἐπιθυμεῖ ὅπως μὴ διακοπῇ ἡ συζήτησις. <box>619 330 908 371</box>
paragraph: Ἡ ἐπιτροπὴ τοῦ προϋπολογισμοῦ ἐξελέγη χθὲς καὶ συνῆλθεν εἰς συνεδρίαν πρὸς ἐκλογὴν τοῦ προεδρείου αὐτῆς. <box>918 586 1284 613</box>
news-area <box>918 77 1458 2520</box>
ad-body: Ὑφάσματα καὶ παρακαλῶ τῶν συγγενῶν τῆς μεγάλης ἀναχωρήσεως. Πωλοῦνται εἰς τὰς ἐλαχίστας τιμάς. <box>644 847 883 887</box>
section-heading: ΜΕΤΑ ΤΗΝ ΔΙΑΚΟΠΗΝ <box>65 1380 266 1397</box>
paragraph: Ὁ κ. ΘΕΟΤΟΚΗΣ ἀνεγείρομενος ἀπαντᾷ. <box>332 1062 561 1075</box>
ad-price: Τιμαὶ ὡρισμέναι <box>712 889 815 901</box>
sub-heading: Ἡ ταρίχευσις τοῦ νεκροῦ.— Μεταφέρεται σήμερον εἰς Πάτρας.— Ἡ ἀνοιγμένη διαθήκη <box>1299 155 1455 210</box>
section-heading: ΑΙ ΣΧΕΣΕΙΣ ΕΛΛΑΔΟΣ ΚΑΙ ΤΟΥΡΚΙΑΣ <box>1316 1623 1437 1667</box>
paragraph: Une dame Française institutrice diplômée ayant bonnes références désire place en ville ou province. Information au bureau. <box>619 1147 908 1188</box>
column-divider <box>912 77 913 1857</box>
section-heading: ΤΩΝ ΤΟΥΡΚΩΝ ΑΠΕΣΤΑΛΜΕΝΩΝ <box>957 725 1245 742</box>
paragraph: 3) Οἱ ἀποστρατευόμενοι ὑπαξιωματικοὶ νὰ διορίζωνται εἰς δημοσίας θέσεις προνομιακῶς, ἤτοι νὰ καταλαμβάνουν τὸ 1/3 τῶν θέσεων α') Τοῦ ἐπιστάτου τῶν φυλακῶν, β') τοῦ δεσμοφύλακος, γ') Τοῦ ἀρχιφύλακος τῶν ἀγρονομικῶν, δ') Τοῦ ἀρχιφύλακος τῶν τελωνείων. <box>21 301 310 384</box>
section-heading: ΤΟ ΤΑΞΕΙΔΙΟΝ ΤΩΝ ΓΕΡΜΑΝΩΝ ΠΡΙΓΚΗΠΩΝ <box>960 222 1242 253</box>
